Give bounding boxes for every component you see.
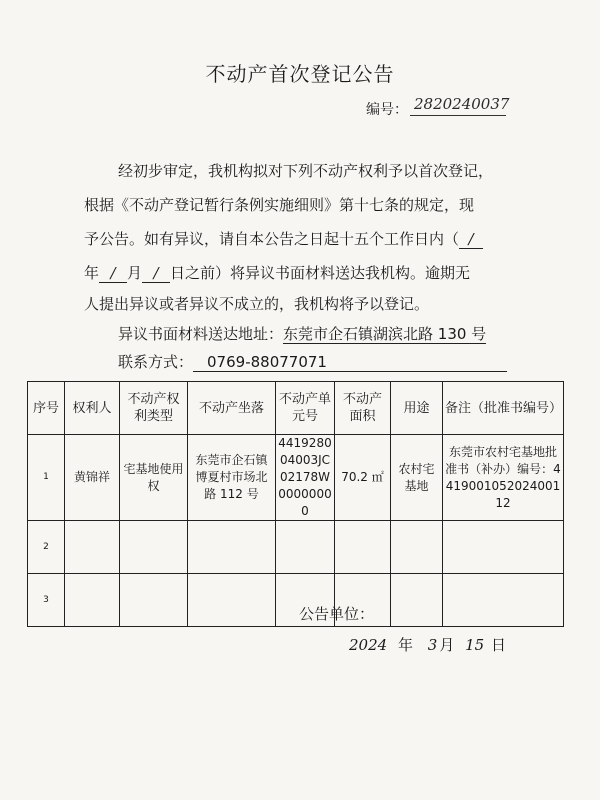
date-month: 3 [427,636,438,654]
date-day: 15 [465,636,485,654]
year-text: 年 [84,264,100,282]
contact-label: 联系方式： [118,353,194,371]
table-row [28,521,564,574]
month-char: 月 [439,636,455,654]
cell-remark: 东莞市农村宅基地批准书（补办）编号：441900105202400112 [443,435,564,521]
cell-owner [65,574,120,627]
blank-field: / [99,264,127,283]
cell-unit-no [276,521,335,574]
blank-field: / [142,264,170,283]
contact-value: 0769-88077071 [193,353,507,372]
address-label: 异议书面材料送达地址： [118,325,284,343]
date-year: 2024 [349,636,388,654]
blank-field: / [459,230,483,249]
body-line-3 [84,228,483,249]
cell-location: 东莞市企石镇博夏村市场北路 112 号 [188,435,276,521]
header-area: 不动产面积 [335,382,391,435]
cell-use: 农村宅基地 [391,435,443,521]
cell-location [188,574,276,627]
serial-number [366,97,516,119]
cell-use [391,521,443,574]
cell-owner [65,521,120,574]
header-seq: 序号 [28,382,65,435]
month-text: 月 [127,264,143,282]
property-table [27,381,564,627]
cell-location [188,521,276,574]
page-title: 不动产首次登记公告 [205,62,395,86]
serial-value: 2820240037 [410,95,506,116]
cell-seq: 2 [28,521,65,574]
cell-seq: 3 [28,574,65,627]
table-header-row [28,382,564,435]
cell-remark [443,574,564,627]
body-line-5: 人提出异议或者异议不成立的，我机构将予以登记。 [84,295,430,313]
cell-remark [443,521,564,574]
header-use: 用途 [391,382,443,435]
issue-date [349,634,506,655]
cell-use [391,574,443,627]
table-row [28,574,564,627]
serial-label: 编号： [366,102,408,118]
header-right-type: 不动产权利类型 [120,382,188,435]
body-line-2: 根据《不动产登记暂行条例实施细则》第十七条的规定，现 [84,196,475,214]
cell-unit-no: 441928004003JC02178W00000000 [276,435,335,521]
body-line-3-text: 予公告。如有异议，请自本公告之日起十五个工作日内（ [84,230,460,248]
body-line-4 [84,262,470,283]
issuing-unit-label: 公告单位： [299,605,375,623]
cell-right-type [120,521,188,574]
body-line-4-text: 日之前）将异议书面材料送达我机构。逾期无 [170,264,471,282]
cell-seq: 1 [28,435,65,521]
cell-owner: 黄锦祥 [65,435,120,521]
header-unit-no: 不动产单元号 [276,382,335,435]
address-line [118,323,486,344]
day-char: 日 [490,636,506,654]
cell-area [335,521,391,574]
header-remark: 备注（批准书编号） [443,382,564,435]
cell-right-type [120,574,188,627]
address-value: 东莞市企石镇湖滨北路 130 号 [283,325,487,343]
cell-area: 70.2 ㎡ [335,435,391,521]
body-line-1: 经初步审定，我机构拟对下列不动产权利予以首次登记， [118,162,494,180]
cell-right-type: 宅基地使用权 [120,435,188,521]
contact-line [118,351,507,372]
table-row [28,435,564,521]
year-char: 年 [397,636,413,654]
header-owner: 权利人 [65,382,120,435]
header-location: 不动产坐落 [188,382,276,435]
